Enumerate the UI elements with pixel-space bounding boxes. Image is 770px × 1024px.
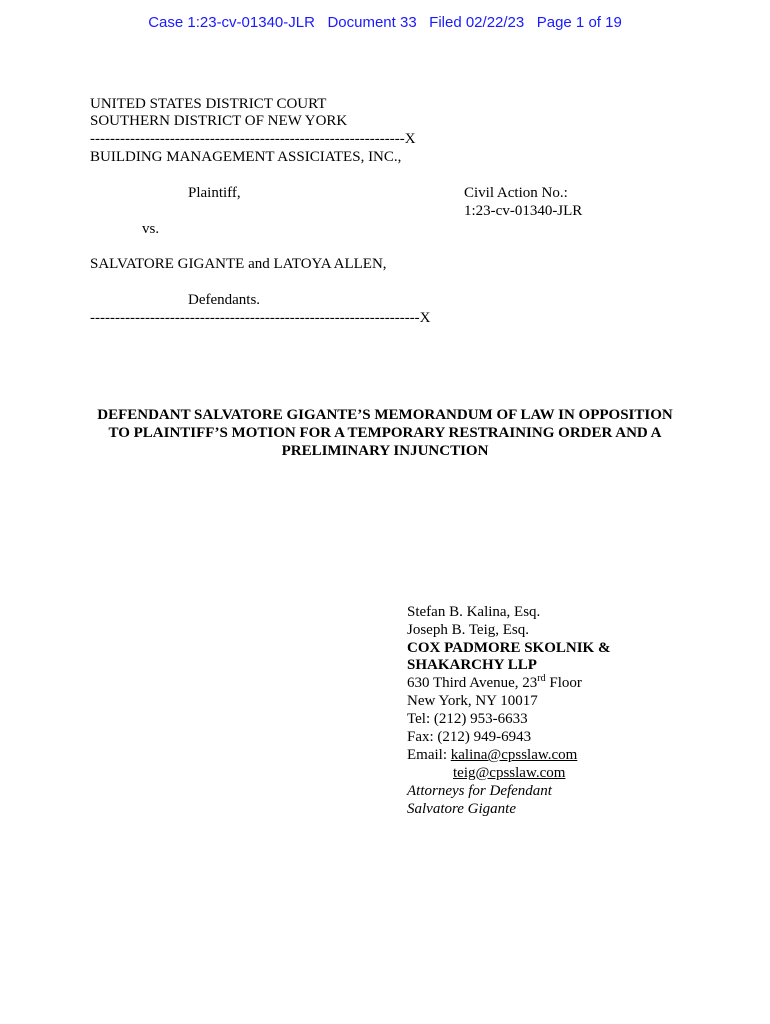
email-row: [407, 746, 577, 764]
attorney-1: Stefan B. Kalina, Esq.: [407, 604, 541, 620]
plaintiff-role: Plaintiff,: [188, 185, 241, 201]
title-line-1: DEFENDANT SALVATORE GIGANTE’S MEMORANDUM OF LAW IN OPPOSITION: [97, 407, 673, 423]
title-line-2: TO PLAINTIFF’S MOTION FOR A TEMPORARY RESTRAINING ORDER AND A: [108, 425, 662, 441]
counsel-role-line-1: Attorneys for Defendant: [407, 783, 552, 799]
defendants-role: Defendants.: [188, 292, 261, 308]
civil-action-label: Civil Action No.:: [464, 185, 568, 201]
firm-telephone: Tel: (212) 953-6633: [407, 711, 528, 727]
defendants-names: SALVATORE GIGANTE and LATOYA ALLEN,: [90, 256, 387, 272]
firm-name-line-2: SHAKARCHY LLP: [407, 657, 537, 673]
firm-fax: Fax: (212) 949-6943: [407, 729, 532, 745]
address-street: 630 Third Avenue, 23: [407, 675, 538, 691]
court-district: SOUTHERN DISTRICT OF NEW YORK: [90, 113, 348, 129]
email-link-teig[interactable]: teig@cpsslaw.com: [453, 765, 566, 781]
email-row-2: [453, 764, 565, 782]
title-line-3: PRELIMINARY INJUNCTION: [281, 443, 489, 459]
plaintiff-name: BUILDING MANAGEMENT ASSICIATES, INC.,: [90, 149, 402, 165]
document-title: [80, 406, 690, 460]
versus-label: vs.: [142, 221, 160, 237]
email-label: Email:: [407, 747, 451, 763]
firm-name-line-1: COX PADMORE SKOLNIK &: [407, 640, 611, 656]
caption-divider-top: ---------------------------------------------------------------X: [90, 131, 416, 147]
email-link-kalina[interactable]: kalina@cpsslaw.com: [450, 747, 578, 763]
case-header-stamp: Case 1:23-cv-01340-JLR Document 33 Filed 02/22/23 Page 1 of 19: [148, 14, 622, 31]
counsel-role-line-2: Salvatore Gigante: [407, 801, 517, 817]
firm-city: New York, NY 10017: [407, 693, 538, 709]
court-name: UNITED STATES DISTRICT COURT: [90, 96, 327, 112]
caption-divider-bottom: ------------------------------------------------------------------X: [90, 310, 431, 326]
civil-action-number: 1:23-cv-01340-JLR: [464, 203, 583, 219]
firm-address: [407, 674, 582, 692]
attorney-2: Joseph B. Teig, Esq.: [407, 622, 530, 638]
address-floor: Floor: [545, 675, 582, 691]
address-ordinal: rd: [537, 673, 546, 684]
